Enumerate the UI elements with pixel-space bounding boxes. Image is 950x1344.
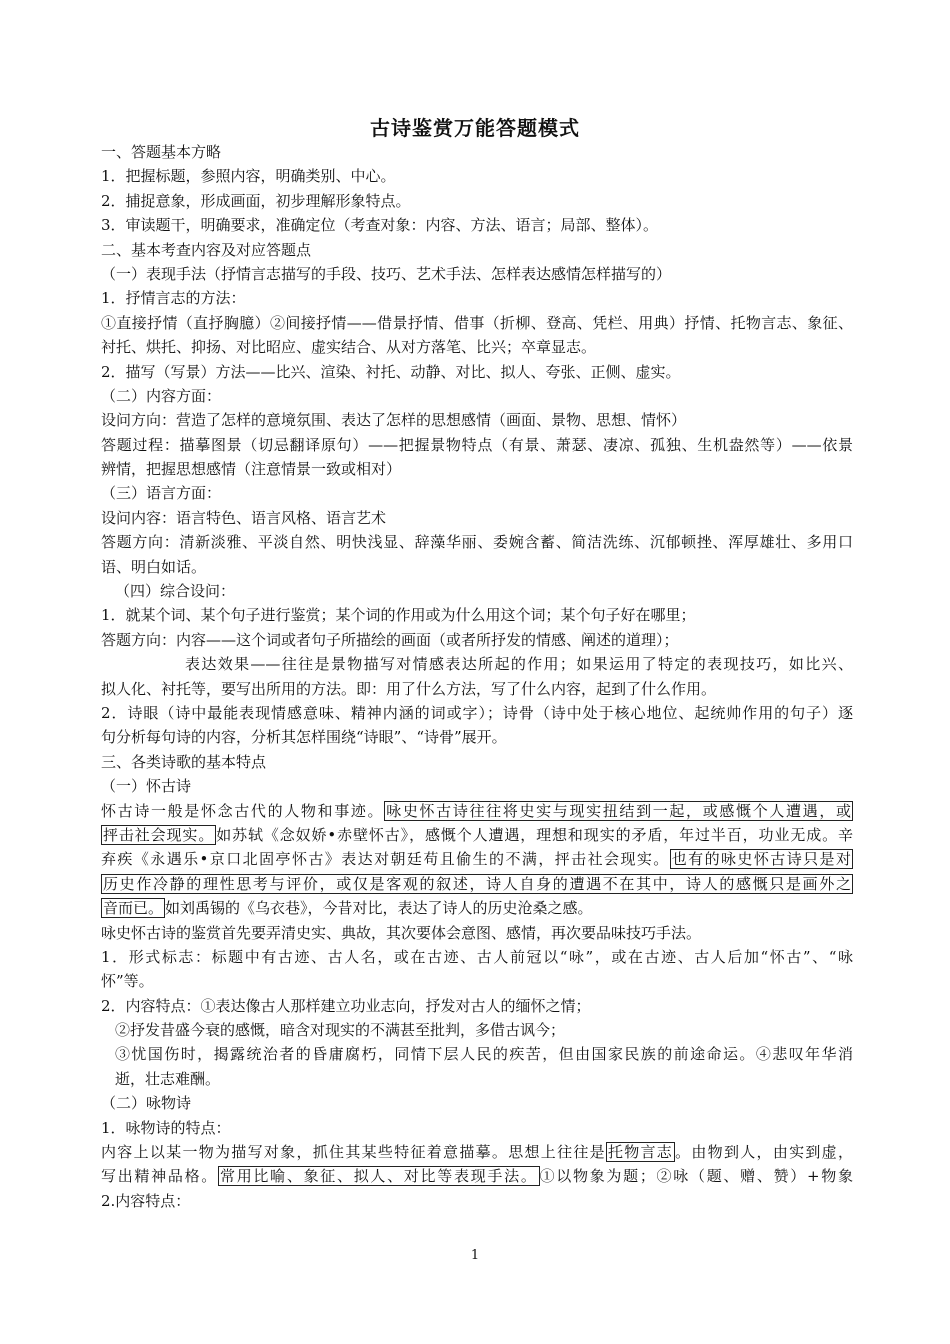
text-span: 弃疾《永遇乐•京口北固亭怀古》表达对朝廷苟且偷生的不满，抨击社会现实。 [101,850,670,869]
text-line: ③忧国伤时，揭露统治者的昏庸腐朽，同情下层人民的疾苦，但由国家民族的前途命运。④悲叹年华消 [115,1045,853,1064]
text-line [101,1140,853,1164]
text-line: 语、明白如话。 [101,557,207,576]
text-line: 表达效果——往往是景物描写对情感表达所起的作用；如果运用了特定的表现技巧，如比兴、 [185,655,853,674]
text-line: （四）综合设问： [115,582,236,601]
text-line: ②抒发昔盛今衰的感慨，暗含对现实的不满甚至批判，多借古讽今； [115,1021,566,1040]
text-line: 设问内容：语言特色、语言风格、语言艺术 [101,508,387,527]
text-line: 咏史怀古诗的鉴赏首先要弄清史实、典故，其次要体会意图、感情，再次要品味技巧手法。 [101,923,702,942]
document-title: 古诗鉴赏万能答题模式 [370,116,580,140]
text-span: 如刘禹锡的《乌衣巷》，今昔对比，表达了诗人的历史沧桑之感。 [165,899,593,918]
text-line: 1．就某个词、某个句子进行鉴赏；某个词的作用或为什么用这个词；某个句子好在哪里； [101,606,696,625]
text-line: 1．咏物诗的特点： [101,1118,231,1137]
text-line: 逝，壮志难酬。 [115,1069,221,1088]
text-span: 写出精神品格。 [101,1167,218,1186]
text-line: 1．把握标题，参照内容，明确类别、中心。 [101,167,396,186]
text-span: 内容上以某一物为描写对象，抓住其某些特征着意描摹。思想上往往是 [101,1143,606,1162]
text-line [101,847,853,871]
text-line: 1．形式标志：标题中有古迹、古人名，或在古迹、古人前冠以“咏”，或在古迹、古人后加“怀古”、“咏 [101,947,853,966]
text-span: 。由物到人，由实到虚， [675,1143,853,1162]
text-line: 三、各类诗歌的基本特点 [101,752,267,771]
boxed-text: 历史作冷静的理性思考与评价，或仅是客观的叙述，诗人自身的遭遇不在其中，诗人的感慨只是画外之 [103,874,851,893]
document-body [101,140,853,1213]
text-line: 2．描写（写景）方法——比兴、渲染、衬托、动静、对比、拟人、夸张、正侧、虚实。 [101,362,681,381]
text-line: （三）语言方面： [101,484,222,503]
text-line: （二）内容方面： [101,386,222,405]
text-span: 如苏轼《念奴娇•赤壁怀古》，感慨个人遭遇，理想和现实的矛盾，年过半百，功业无成。辛 [216,825,853,844]
text-line: 2．诗眼（诗中最能表现情感意味、精神内涵的词或字）；诗骨（诗中处于核心地位、起统帅作用的句子）逐 [101,703,853,722]
text-line: （二）咏物诗 [101,1094,192,1113]
text-line: 辨情，把握思想感情（注意情景一致或相对） [101,460,402,479]
text-line [101,896,853,920]
boxed-text: 音而已。 [103,899,164,918]
text-line [101,799,853,823]
text-line: 2.内容特点： [101,1191,191,1210]
boxed-text: 托物言志 [607,1143,674,1162]
boxed-text: 抨击社会现实。 [103,825,215,844]
text-line: 答题过程：描摹图景（切忌翻译原句）——把握景物特点（有景、萧瑟、凄凉、孤独、生机盎然等）——依景 [101,435,853,454]
text-span: ①以物象为题；②咏（题、赠、赞）+物象 [539,1167,853,1186]
text-line [101,823,853,847]
text-line: 3．审读题干，明确要求，准确定位（考查对象：内容、方法、语言；局部、整体）。 [101,216,659,235]
text-line: 二、基本考查内容及对应答题点 [101,240,312,259]
text-line: 句分析每句诗的内容，分析其怎样围绕“诗眼”、“诗骨”展开。 [101,728,507,747]
boxed-text: 也有的咏史怀古诗只是对 [671,850,851,869]
text-line: 一、答题基本方略 [101,143,222,161]
text-line: 2．内容特点：①表达像古人那样建立功业志向，抒发对古人的缅怀之情； [101,996,591,1015]
text-line: 1．抒情言志的方法： [101,289,246,308]
text-line: 设问方向：营造了怎样的意境氛围、表达了怎样的思想感情（画面、景物、思想、情怀） [101,411,687,430]
text-line [101,1164,853,1188]
text-line: 答题方向：清新淡雅、平淡自然、明快浅显、辞藻华丽、委婉含蓄、简洁洗练、沉郁顿挫、浑厚雄壮、多用口 [101,533,853,552]
boxed-text: 常用比喻、象征、拟人、对比等表现手法。 [220,1167,538,1186]
text-span: 怀古诗一般是怀念古代的人物和事迹。 [101,801,385,820]
text-line: ①直接抒情（直抒胸臆）②间接抒情——借景抒情、借事（折柳、登高、凭栏、用典）抒情、托物言志、象征、 [101,313,853,332]
page-number: 1 [470,1248,480,1263]
text-line: 答题方向：内容——这个词或者句子所描绘的画面（或者所抒发的情感、阐述的道理）； [101,630,679,649]
text-line: （一）表现手法（抒情言志描写的手段、技巧、艺术手法、怎样表达感情怎样描写的） [101,264,672,283]
text-line [101,872,853,896]
text-line: 衬托、烘托、抑扬、对比昭应、虚实结合、从对方落笔、比兴；卒章显志。 [101,338,597,357]
text-line: 2．捕捉意象，形成画面，初步理解形象特点。 [101,191,411,210]
text-line: 怀”等。 [101,972,154,991]
text-line: （一）怀古诗 [101,777,192,796]
boxed-text: 咏史怀古诗往往将史实与现实扭结到一起，或感慨个人遭遇，或 [386,801,851,820]
text-line: 拟人化、衬托等，要写出所用的方法。即：用了什么方法，写了什么内容，起到了什么作用。 [101,679,717,698]
